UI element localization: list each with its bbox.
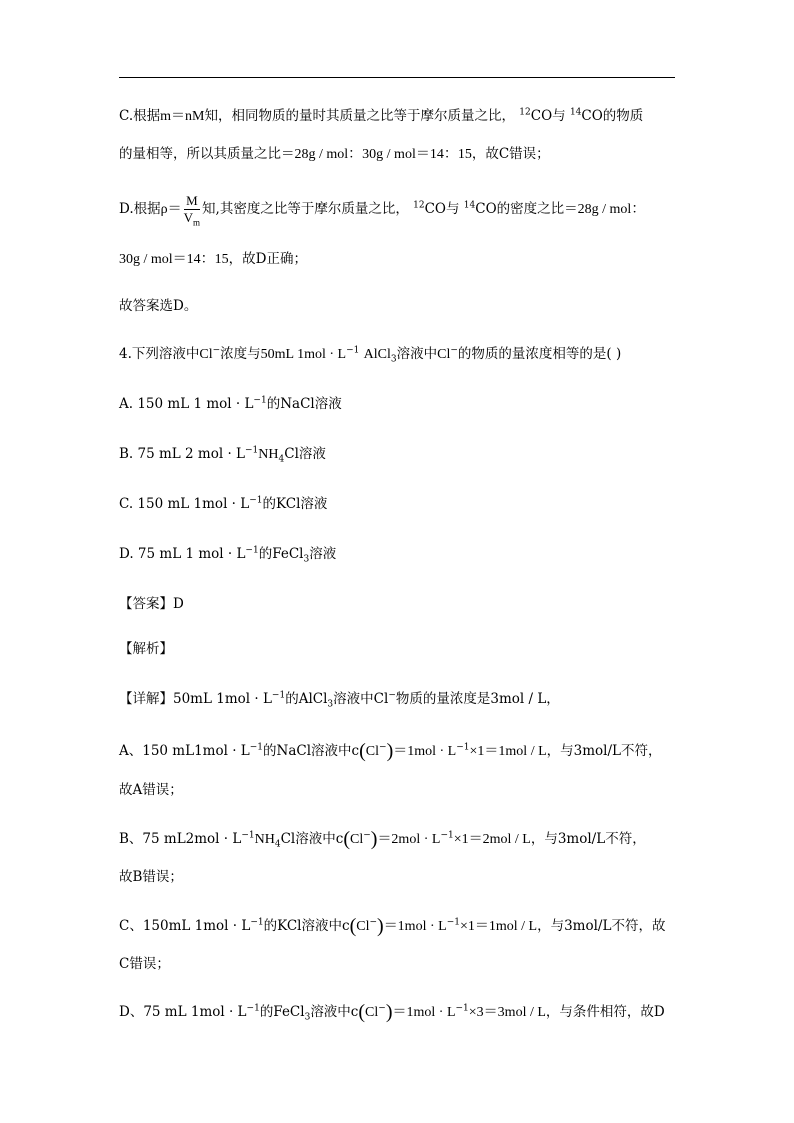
superscript: −1 <box>455 1003 469 1014</box>
text: 【解析】 <box>119 641 173 657</box>
formula: ＝1mol · L <box>393 744 457 759</box>
superscript: − <box>388 690 396 701</box>
text: ，与3mol/L不符， <box>530 831 646 847</box>
formula: AlCl <box>363 347 391 362</box>
formula: ρ＝ <box>160 202 182 217</box>
formula: ＝2mol · L <box>377 832 441 847</box>
text: C. 150 mL 1mol · L <box>119 496 250 512</box>
text: CO的物质 <box>581 108 644 124</box>
text: C、150mL 1mol · L <box>119 918 251 934</box>
answer-pick-line <box>119 297 197 315</box>
superscript: −1 <box>446 917 460 928</box>
text: 溶液中c <box>310 1004 359 1020</box>
formula: Cl <box>356 919 370 934</box>
header-rule <box>119 77 675 78</box>
formula: 28g / mol：30g / mol＝14：15 <box>294 147 472 162</box>
text: A. 150 mL 1 mol · L <box>119 396 254 412</box>
text: 的NaCl溶液 <box>266 396 342 412</box>
paren: ( <box>349 915 357 937</box>
formula: NH <box>258 447 279 462</box>
formula: Cl <box>349 832 364 847</box>
analysis-a-line1 <box>119 742 662 761</box>
formula: ×3＝3mol / L <box>468 1005 546 1020</box>
formula: m＝nM <box>160 109 205 124</box>
analysis-b-line2 <box>119 868 183 886</box>
superscript: −1 <box>245 545 259 556</box>
text: 溶液 <box>309 546 337 562</box>
text: B. 75 mL 2 mol · L <box>119 446 245 462</box>
superscript: −1 <box>250 917 264 928</box>
formula: ＝1mol · L <box>392 1005 456 1020</box>
paren: ) <box>386 740 394 762</box>
superscript: −1 <box>249 495 263 506</box>
superscript: −1 <box>253 395 267 406</box>
text: Cl溶液 <box>284 446 326 462</box>
superscript: − <box>450 345 458 356</box>
paren: ) <box>370 828 378 850</box>
option-d-analysis-line1 <box>119 190 645 229</box>
formula: 28g / mol： <box>577 202 646 217</box>
text: 的KCl溶液中c <box>263 918 350 934</box>
superscript: −1 <box>456 742 470 753</box>
text: 4.下列溶液中 <box>119 346 200 362</box>
superscript: −1 <box>440 830 454 841</box>
text: A、150 mL1mol · L <box>119 743 250 759</box>
text: 故答案选D。 <box>119 298 198 314</box>
answer-label <box>119 595 184 613</box>
subscript: 4 <box>278 454 285 465</box>
subscript: 3 <box>327 699 334 710</box>
question-4-stem <box>119 345 621 364</box>
text: D.根据 <box>119 201 161 217</box>
text: 的物质的量浓度相等的是( ) <box>457 346 622 362</box>
text: B、75 mL2mol · L <box>119 831 242 847</box>
fraction-denominator <box>184 210 200 226</box>
formula: ×1＝1mol / L <box>459 919 538 934</box>
superscript: − <box>212 345 221 356</box>
fraction-numerator: M <box>184 193 200 210</box>
analysis-c-line2 <box>119 955 170 973</box>
superscript: − <box>363 830 371 841</box>
text: C.根据 <box>119 108 161 124</box>
formula: ×1＝2mol / L <box>453 832 531 847</box>
subscript: m <box>193 217 201 228</box>
analysis-d-line1 <box>119 1003 665 1022</box>
text: 溶液中Cl <box>333 691 389 707</box>
superscript: −1 <box>249 742 264 753</box>
subscript: 4 <box>274 839 281 850</box>
superscript: −1 <box>246 1003 260 1014</box>
text: CO与 <box>530 108 566 124</box>
text: ，故D正确； <box>228 251 307 267</box>
text: ，故C错误； <box>471 146 550 162</box>
paren: ( <box>343 828 350 850</box>
formula: Cl <box>365 744 380 759</box>
analysis-a-line2 <box>119 781 183 799</box>
text: 的FeCl <box>259 1004 305 1020</box>
text: 【答案】D <box>119 596 184 612</box>
option-c-analysis-line2 <box>119 145 550 164</box>
option-a <box>119 395 342 413</box>
subscript: 3 <box>304 1012 311 1023</box>
text: CO的密度之比＝ <box>475 201 578 217</box>
text: 知，相同物质的量时其质量之比等于摩尔质量之比， <box>204 108 515 124</box>
formula: Cl <box>365 1005 379 1020</box>
text: 溶液中 <box>396 346 438 362</box>
isotope-mass: 14 <box>569 107 582 118</box>
superscript: −1 <box>245 445 259 456</box>
formula: ＝1mol · L <box>383 919 447 934</box>
formula: NH <box>254 832 275 847</box>
option-d <box>119 545 336 563</box>
paren: ) <box>385 1001 393 1023</box>
superscript: − <box>369 917 378 928</box>
paren: ( <box>358 1001 366 1023</box>
text: 的KCl溶液 <box>262 496 328 512</box>
text: Cl溶液中c <box>280 831 344 847</box>
formula: 50mL 1mol · L <box>260 347 347 362</box>
text: 【详解】50mL 1mol · L <box>119 691 272 707</box>
analysis-b-line1 <box>119 830 646 849</box>
isotope-mass: 14 <box>463 200 476 211</box>
text: 故A错误； <box>119 782 183 798</box>
text: 知,其密度之比等于摩尔质量之比， <box>202 201 409 217</box>
text: C错误； <box>119 956 170 972</box>
text: D、75 mL 1mol · L <box>119 1004 247 1020</box>
isotope-mass: 12 <box>413 200 425 211</box>
option-c <box>119 495 327 513</box>
text: 物质的量浓度是3mol / L， <box>395 691 560 707</box>
formula: ×1＝1mol / L <box>469 744 547 759</box>
text: V <box>183 210 194 225</box>
paren: ) <box>377 915 384 937</box>
density-fraction <box>184 193 200 226</box>
text: 故B错误； <box>119 869 183 885</box>
paren: ( <box>359 740 366 762</box>
superscript: −1 <box>271 690 286 701</box>
option-b <box>119 445 326 464</box>
superscript: − <box>378 1003 386 1014</box>
text: CO与 <box>424 201 460 217</box>
isotope-mass: 12 <box>519 107 531 118</box>
text: 的FeCl <box>258 546 304 562</box>
text: D. 75 mL 1 mol · L <box>119 546 246 562</box>
subscript: 3 <box>390 354 397 365</box>
detail-line <box>119 690 560 708</box>
text: ，与条件相符，故D <box>545 1004 665 1020</box>
option-c-analysis-line1 <box>119 107 643 126</box>
superscript: − <box>379 742 387 753</box>
analysis-c-line1 <box>119 917 665 936</box>
text: 的量相等，所以其质量之比＝ <box>119 146 295 162</box>
analysis-label <box>119 640 173 658</box>
option-d-analysis-line2 <box>119 250 307 269</box>
text: ，与3mol/L不符，故 <box>537 918 666 934</box>
text: 浓度与 <box>220 346 261 362</box>
superscript: −1 <box>241 830 255 841</box>
text: 的NaCl溶液中c <box>263 743 360 759</box>
formula: Cl <box>437 347 451 362</box>
text: ，与3mol/L不符， <box>546 743 662 759</box>
subscript: 3 <box>303 554 310 565</box>
text: 的AlCl <box>285 691 328 707</box>
superscript: −1 <box>346 345 360 356</box>
formula: Cl <box>199 347 213 362</box>
formula: 30g / mol＝14：15 <box>119 252 229 267</box>
